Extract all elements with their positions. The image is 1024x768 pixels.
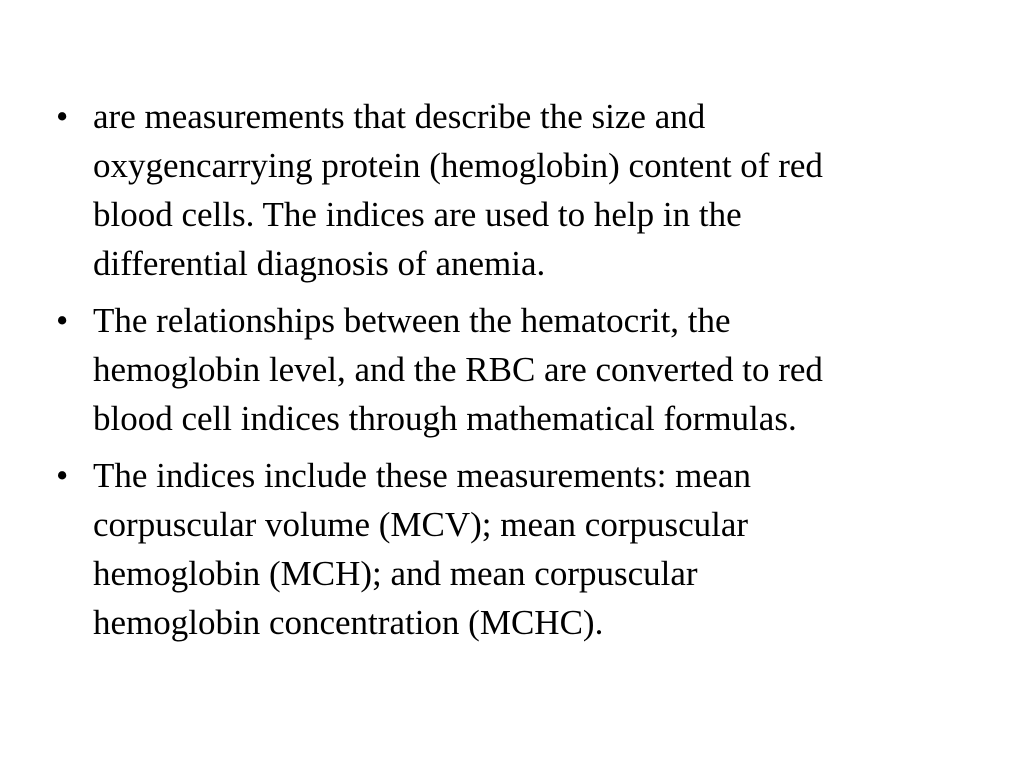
bullet-item xyxy=(56,92,956,288)
text-line: differential diagnosis of anemia. xyxy=(93,244,546,283)
text-line: hemoglobin level, and the RBC are converted to red xyxy=(93,350,823,389)
text-line: blood cells. The indices are used to help in the xyxy=(93,195,742,234)
text-line: The relationships between the hematocrit, the xyxy=(93,301,731,340)
bullet-item xyxy=(56,451,956,647)
text-line: blood cell indices through mathematical formulas. xyxy=(93,399,797,438)
bullet-item xyxy=(56,296,956,443)
bullet-text xyxy=(93,451,956,647)
text-line: oxygencarrying protein (hemoglobin) content of red xyxy=(93,146,823,185)
bullet-text xyxy=(93,92,956,288)
text-line: hemoglobin (MCH); and mean corpuscular xyxy=(93,554,698,593)
text-line: hemoglobin concentration (MCHC). xyxy=(93,603,604,642)
text-line: are measurements that describe the size and xyxy=(93,97,706,136)
bullet-list xyxy=(56,92,956,655)
bullet-icon: • xyxy=(56,301,69,340)
bullet-icon: • xyxy=(56,456,69,495)
bullet-text xyxy=(93,296,956,443)
text-line: The indices include these measurements: mean xyxy=(93,456,751,495)
bullet-icon: • xyxy=(56,97,69,136)
text-line: corpuscular volume (MCV); mean corpuscular xyxy=(93,505,749,544)
